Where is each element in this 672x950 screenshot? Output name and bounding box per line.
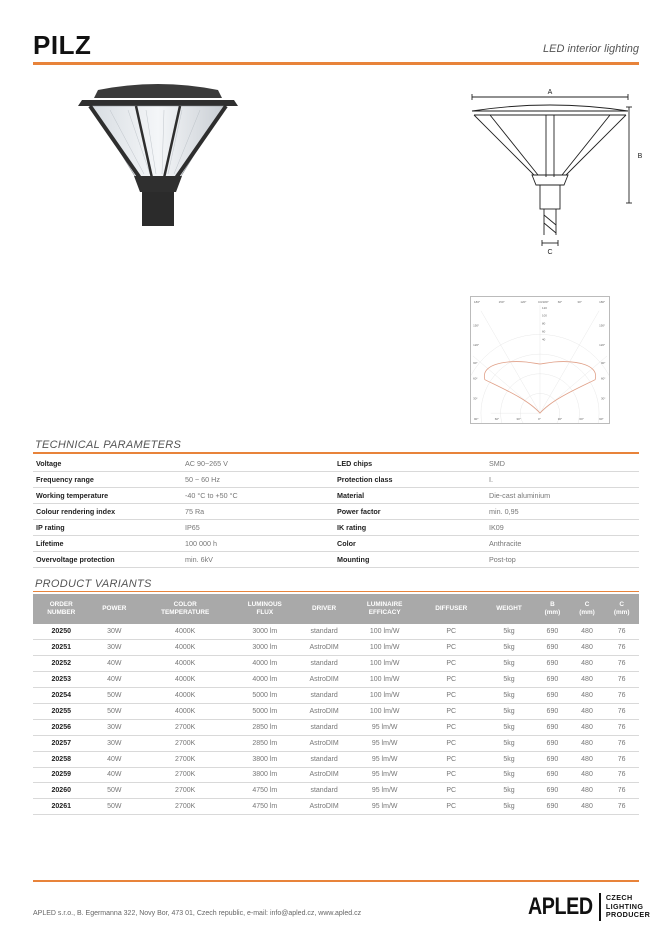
table-cell: PC [420, 783, 483, 799]
column-header-line: NUMBER [47, 609, 76, 616]
table-cell: 5kg [483, 719, 535, 735]
svg-text:40: 40 [541, 337, 546, 342]
table-row [33, 735, 639, 751]
svg-text:90°: 90° [473, 360, 478, 365]
product-variants-table [33, 594, 639, 815]
table-cell: 2700K [139, 719, 231, 735]
svg-text:180°: 180° [599, 299, 606, 304]
table-cell: 95 lm/W [350, 735, 420, 751]
dim-label-c: C [547, 249, 553, 256]
product-photo [70, 78, 245, 228]
order-number-cell: 20261 [33, 799, 90, 815]
table-cell: PC [420, 767, 483, 783]
table-cell: 95 lm/W [350, 767, 420, 783]
table-cell: 5kg [483, 688, 535, 704]
svg-text:30°: 30° [577, 299, 582, 304]
table-cell: 95 lm/W [350, 783, 420, 799]
table-cell: 2700K [139, 751, 231, 767]
column-header [483, 594, 535, 624]
table-cell: 4000K [139, 703, 231, 719]
table-cell: 2850 lm [231, 719, 298, 735]
parameter-label: Power factor [337, 507, 381, 516]
table-cell: 690 [535, 767, 570, 783]
table-cell: AstroDIM [298, 799, 349, 815]
table-cell: 5kg [483, 656, 535, 672]
parameter-value: IP65 [185, 523, 200, 532]
table-row [33, 751, 639, 767]
parameter-value: 75 Ra [185, 507, 205, 516]
technical-parameters-title: TECHNICAL PARAMETERS [35, 439, 182, 451]
logo-wordmark: APLED [528, 893, 593, 920]
table-cell: PC [420, 735, 483, 751]
svg-text:60°: 60° [579, 417, 584, 422]
parameter-label: IP rating [36, 523, 65, 532]
table-cell: 4000 lm [231, 656, 298, 672]
table-cell: 95 lm/W [350, 751, 420, 767]
parameter-value: -40 °C to +50 °C [185, 491, 238, 500]
order-number-cell: 20253 [33, 672, 90, 688]
svg-text:30°: 30° [516, 417, 521, 422]
column-header [570, 594, 605, 624]
parameter-row [33, 552, 639, 568]
parameter-value: AC 90~265 V [185, 459, 228, 468]
table-cell: 5000 lm [231, 688, 298, 704]
parameter-value: Post-top [489, 555, 516, 564]
table-cell: 480 [570, 735, 605, 751]
order-number-cell: 20257 [33, 735, 90, 751]
parameter-label: Protection class [337, 475, 393, 484]
column-header-line: (mm) [579, 609, 595, 616]
parameter-value: SMD [489, 459, 505, 468]
table-cell: 690 [535, 751, 570, 767]
table-cell: 76 [604, 783, 639, 799]
table-cell: 5kg [483, 751, 535, 767]
table-cell: 76 [604, 656, 639, 672]
column-header [139, 594, 231, 624]
product-variants-divider [33, 591, 639, 592]
column-header-line: LUMINOUS [247, 601, 282, 608]
table-cell: 76 [604, 624, 639, 640]
parameter-value: 100 000 h [185, 539, 217, 548]
column-header [535, 594, 570, 624]
table-cell: 100 lm/W [350, 656, 420, 672]
table-row [33, 640, 639, 656]
table-cell: 3800 lm [231, 767, 298, 783]
table-cell: 76 [604, 688, 639, 704]
logo-tagline-line: CZECH [605, 893, 633, 903]
table-cell: 480 [570, 688, 605, 704]
parameter-label: LED chips [337, 459, 373, 468]
table-cell: 480 [570, 624, 605, 640]
order-number-cell: 20260 [33, 783, 90, 799]
column-header-line: POWER [102, 605, 127, 612]
parameter-label: Overvoltage protection [36, 555, 115, 564]
svg-text:90°: 90° [599, 417, 604, 422]
table-cell: 690 [535, 688, 570, 704]
table-cell: 100 lm/W [350, 703, 420, 719]
table-row [33, 624, 639, 640]
table-cell: 95 lm/W [350, 799, 420, 815]
table-cell: 480 [570, 656, 605, 672]
column-header-line: LUMINAIRE [366, 601, 403, 608]
table-cell: standard [298, 719, 349, 735]
table-cell: 5kg [483, 703, 535, 719]
svg-text:120°: 120° [520, 299, 527, 304]
table-cell: 480 [570, 767, 605, 783]
column-header [298, 594, 349, 624]
parameter-row [33, 472, 639, 488]
svg-text:100: 100 [541, 313, 547, 318]
parameter-row [33, 456, 639, 472]
table-row [33, 719, 639, 735]
table-row [33, 672, 639, 688]
footer-address: APLED s.r.o., B. Egermanna 322, Novy Bor, 473 01, Czech republic, e-mail: info@apled.cz, www.apled.cz [33, 910, 362, 917]
table-cell: 76 [604, 719, 639, 735]
column-header-line: FLUX [256, 609, 274, 616]
svg-text:120°: 120° [473, 343, 480, 348]
column-header [33, 594, 90, 624]
svg-text:150°: 150° [473, 323, 480, 328]
table-cell: 5kg [483, 767, 535, 783]
table-cell: PC [420, 719, 483, 735]
table-cell: 100 lm/W [350, 640, 420, 656]
table-cell: 76 [604, 703, 639, 719]
parameter-label: Color [337, 539, 356, 548]
table-cell: 480 [570, 751, 605, 767]
table-cell: 30W [90, 735, 140, 751]
parameter-label: Lifetime [36, 539, 64, 548]
table-cell: 690 [535, 703, 570, 719]
table-cell: 5kg [483, 672, 535, 688]
column-header [350, 594, 420, 624]
column-header [231, 594, 298, 624]
table-cell: 50W [90, 703, 140, 719]
table-cell: 76 [604, 767, 639, 783]
svg-text:90°: 90° [601, 360, 606, 365]
order-number-cell: 20250 [33, 624, 90, 640]
table-cell: 690 [535, 656, 570, 672]
svg-text:80: 80 [541, 321, 546, 326]
parameter-label: Mounting [337, 555, 370, 564]
table-cell: PC [420, 640, 483, 656]
logo-separator [599, 893, 601, 921]
svg-text:60°: 60° [473, 376, 478, 381]
table-cell: 2700K [139, 735, 231, 751]
table-cell: 480 [570, 672, 605, 688]
svg-text:0°: 0° [538, 417, 541, 422]
table-cell: 2850 lm [231, 735, 298, 751]
table-cell: PC [420, 751, 483, 767]
table-row [33, 688, 639, 704]
column-header-line: DIFFUSER [435, 605, 468, 612]
table-cell: PC [420, 672, 483, 688]
page-title: PILZ [33, 30, 92, 60]
table-cell: 690 [535, 672, 570, 688]
table-cell: 3000 lm [231, 624, 298, 640]
table-cell: 5kg [483, 783, 535, 799]
table-cell: 30W [90, 640, 140, 656]
svg-text:120°: 120° [599, 343, 606, 348]
table-cell: 480 [570, 799, 605, 815]
column-header-line: (mm) [613, 609, 630, 616]
table-cell: 76 [604, 799, 639, 815]
svg-text:120: 120 [541, 305, 547, 310]
svg-text:30°: 30° [557, 417, 563, 422]
page-subtitle: LED interior lighting [543, 43, 639, 55]
table-cell: AstroDIM [298, 767, 349, 783]
parameter-row [33, 488, 639, 504]
table-cell: 76 [604, 751, 639, 767]
table-cell: standard [298, 751, 349, 767]
table-cell: 690 [535, 799, 570, 815]
order-number-cell: 20254 [33, 688, 90, 704]
table-cell: 4750 lm [231, 783, 298, 799]
table-cell: 4000K [139, 640, 231, 656]
column-header-line: C [619, 601, 624, 608]
table-cell: PC [420, 624, 483, 640]
column-header [420, 594, 483, 624]
table-cell: PC [420, 688, 483, 704]
column-header-line: WEIGHT [496, 605, 522, 612]
table-cell: 480 [570, 703, 605, 719]
svg-text:30°: 30° [473, 396, 478, 401]
table-cell: 690 [535, 783, 570, 799]
order-number-cell: 20251 [33, 640, 90, 656]
table-cell: 50W [90, 688, 140, 704]
column-header-line: COLOR [173, 601, 197, 608]
table-cell: 30W [90, 719, 140, 735]
table-cell: 2700K [139, 799, 231, 815]
svg-text:60°: 60° [557, 299, 563, 304]
parameter-label: IK rating [337, 523, 367, 532]
footer-divider [33, 880, 639, 882]
table-cell: PC [420, 703, 483, 719]
parameter-value: 50 ~ 60 Hz [185, 475, 220, 484]
parameter-value: Die-cast aluminium [489, 491, 551, 500]
column-header-line: TEMPERATURE [161, 609, 210, 616]
table-cell: 690 [535, 624, 570, 640]
table-cell: 95 lm/W [350, 719, 420, 735]
logo-tagline-line: LIGHTING [605, 901, 644, 911]
table-cell: 5kg [483, 624, 535, 640]
table-cell: standard [298, 656, 349, 672]
column-header-line: DRIVER [312, 605, 337, 612]
dim-label-a: A [547, 89, 553, 96]
table-cell: 30W [90, 624, 140, 640]
parameter-label: Material [337, 491, 365, 500]
parameter-label: Working temperature [36, 491, 109, 500]
top-divider [33, 62, 639, 65]
table-cell: 40W [90, 767, 140, 783]
table-cell: 5000 lm [231, 703, 298, 719]
column-header [90, 594, 140, 624]
table-cell: 76 [604, 640, 639, 656]
logo-tagline [606, 894, 650, 920]
parameter-label: Voltage [36, 459, 62, 468]
table-row [33, 703, 639, 719]
parameter-value: I. [489, 475, 493, 484]
table-cell: AstroDIM [298, 640, 349, 656]
table-row [33, 783, 639, 799]
technical-drawing [460, 85, 650, 265]
table-cell: 5kg [483, 640, 535, 656]
table-cell: PC [420, 656, 483, 672]
table-cell: 3000 lm [231, 640, 298, 656]
table-cell: 4000K [139, 624, 231, 640]
column-header-line: EFFICACY [368, 609, 401, 616]
dim-label-b: B [637, 153, 643, 160]
table-cell: 76 [604, 735, 639, 751]
table-row [33, 799, 639, 815]
table-cell: standard [298, 688, 349, 704]
svg-text:30°: 30° [601, 396, 606, 401]
table-cell: 40W [90, 672, 140, 688]
parameter-value: Anthracite [489, 539, 522, 548]
column-header-line: ORDER [49, 601, 73, 608]
table-cell: 2700K [139, 783, 231, 799]
table-cell: AstroDIM [298, 735, 349, 751]
svg-text:180°: 180° [474, 299, 481, 304]
table-cell: 480 [570, 783, 605, 799]
table-cell: 100 lm/W [350, 624, 420, 640]
order-number-cell: 20259 [33, 767, 90, 783]
light-distribution-diagram [470, 296, 610, 424]
table-cell: 40W [90, 751, 140, 767]
svg-text:90°: 90° [474, 417, 479, 422]
svg-text:60°: 60° [494, 417, 500, 422]
order-number-cell: 20252 [33, 656, 90, 672]
parameter-value: IK09 [489, 523, 504, 532]
table-cell: AstroDIM [298, 703, 349, 719]
order-number-cell: 20255 [33, 703, 90, 719]
svg-text:C0/180°: C0/180° [538, 299, 549, 304]
table-cell: 690 [535, 735, 570, 751]
svg-text:150°: 150° [498, 299, 505, 304]
column-header-line: (mm) [544, 609, 561, 616]
parameter-row [33, 504, 639, 520]
parameter-row [33, 536, 639, 552]
parameter-value: min. 0,95 [489, 507, 519, 516]
svg-text:60°: 60° [601, 376, 606, 381]
table-cell: 5kg [483, 799, 535, 815]
table-cell: 4000 lm [231, 672, 298, 688]
parameter-label: Colour rendering index [36, 507, 116, 516]
table-cell: PC [420, 799, 483, 815]
parameter-value: min. 6kV [185, 555, 213, 564]
table-cell: 690 [535, 640, 570, 656]
table-cell: 4000K [139, 656, 231, 672]
apled-logo [528, 893, 650, 921]
technical-parameters-divider [33, 452, 639, 454]
column-header [604, 594, 639, 624]
order-number-cell: 20256 [33, 719, 90, 735]
table-row [33, 767, 639, 783]
table-cell: 40W [90, 656, 140, 672]
technical-parameters-table [33, 456, 639, 568]
table-row [33, 656, 639, 672]
table-cell: 2700K [139, 767, 231, 783]
parameter-row [33, 520, 639, 536]
table-cell: 50W [90, 799, 140, 815]
logo-tagline-line: PRODUCER [605, 910, 651, 920]
table-cell: standard [298, 783, 349, 799]
table-cell: 4000K [139, 672, 231, 688]
table-cell: 50W [90, 783, 140, 799]
table-cell: 5kg [483, 735, 535, 751]
table-cell: 4750 lm [231, 799, 298, 815]
table-cell: 4000K [139, 688, 231, 704]
table-cell: 480 [570, 640, 605, 656]
parameter-label: Frequency range [36, 475, 94, 484]
table-cell: AstroDIM [298, 672, 349, 688]
table-cell: 3800 lm [231, 751, 298, 767]
product-variants-title: PRODUCT VARIANTS [35, 578, 152, 590]
table-cell: 690 [535, 719, 570, 735]
svg-text:150°: 150° [599, 323, 606, 328]
order-number-cell: 20258 [33, 751, 90, 767]
table-cell: 76 [604, 672, 639, 688]
table-cell: 480 [570, 719, 605, 735]
table-cell: 100 lm/W [350, 672, 420, 688]
column-header-line: B [550, 601, 555, 608]
table-cell: 100 lm/W [350, 688, 420, 704]
svg-text:60: 60 [541, 329, 546, 334]
table-cell: standard [298, 624, 349, 640]
column-header-line: C [584, 601, 590, 608]
